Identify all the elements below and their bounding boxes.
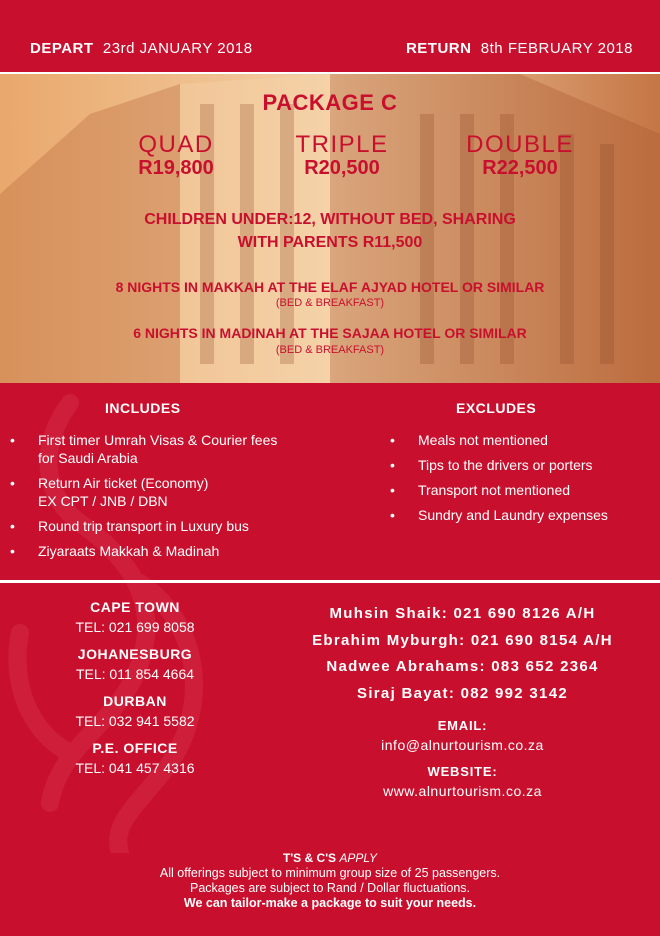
- contact-person: Siraj Bayat: 082 992 3142: [357, 684, 568, 702]
- hotel-photo-banner: [0, 74, 660, 383]
- list-item: • Sundry and Laundry expenses: [390, 506, 660, 524]
- return-label: RETURN: [405, 40, 472, 57]
- contact-person: Nadwee Abrahams: 083 652 2364: [326, 658, 599, 675]
- contact-person: Muhsin Shaik: 021 690 8126 A/H: [329, 605, 596, 622]
- office-list: [40, 599, 230, 787]
- room-price: R19,800: [138, 157, 214, 179]
- contact-block: [270, 601, 655, 799]
- makkah-board-basis: (BED & BREAKFAST): [275, 297, 385, 309]
- terms-title-text: T'S & C'S: [283, 851, 337, 865]
- list-item: • Tips to the drivers or porters: [390, 456, 660, 474]
- includes-list: [10, 431, 340, 567]
- list-item: [10, 474, 340, 510]
- item-line-1: Ziyaraats Makkah & Madinah: [38, 543, 220, 559]
- room-double: [445, 131, 595, 180]
- package-details: [0, 74, 660, 383]
- room-type: TRIPLE: [295, 131, 389, 158]
- section-divider: [0, 580, 660, 583]
- room-triple: [267, 131, 417, 180]
- website-label: WEBSITE:: [427, 764, 498, 779]
- item-line-1: Return Air ticket (Economy): [38, 475, 209, 491]
- return-info: [406, 40, 633, 57]
- terms-line-3: We can tailor-make a package to suit your needs.: [183, 896, 477, 910]
- office-phone: TEL: 032 941 5582: [75, 713, 195, 729]
- office-durban: [40, 693, 230, 729]
- room-type: QUAD: [138, 131, 214, 158]
- office-cape-town: [40, 599, 230, 635]
- room-type: DOUBLE: [466, 131, 574, 158]
- includes-heading: INCLUDES: [105, 400, 181, 416]
- excludes-heading: EXCLUDES: [456, 400, 537, 416]
- room-price: R20,500: [304, 157, 380, 179]
- room-quad: [101, 131, 251, 180]
- terms-title: [0, 851, 660, 866]
- item-line-2: for Saudi Arabia: [38, 450, 138, 466]
- contact-person: Ebrahim Myburgh: 021 690 8154 A/H: [312, 631, 613, 649]
- email-link[interactable]: info@alnurtourism.co.za: [381, 737, 544, 753]
- office-city: CAPE TOWN: [90, 599, 180, 615]
- office-phone: TEL: 011 854 4664: [75, 666, 195, 682]
- list-item: [10, 431, 340, 467]
- package-title: PACKAGE C: [262, 90, 398, 115]
- terms-line-1: All offerings subject to minimum group size of 25 passengers.: [159, 866, 501, 880]
- madinah-stay: 6 NIGHTS IN MADINAH AT THE SAJAA HOTEL OR SIMILAR: [133, 325, 527, 341]
- children-price: [0, 208, 660, 254]
- office-johannesburg: [40, 646, 230, 682]
- terms-apply: APPLY: [339, 851, 377, 865]
- children-line-2: WITH PARENTS R11,500: [237, 234, 423, 251]
- depart-info: [30, 40, 253, 57]
- date-bar: [0, 0, 660, 72]
- office-city: P.E. OFFICE: [92, 740, 178, 756]
- terms-block: [0, 851, 660, 911]
- office-city: JOHANESBURG: [77, 646, 193, 662]
- item-line-1: First timer Umrah Visas & Courier fees: [38, 432, 278, 448]
- list-item: • Meals not mentioned: [390, 431, 660, 449]
- return-date: 8th FEBRUARY 2018: [480, 40, 633, 57]
- list-item: • Transport not mentioned: [390, 481, 660, 499]
- email-label: EMAIL:: [437, 718, 488, 733]
- madinah-board-basis: (BED & BREAKFAST): [275, 344, 385, 356]
- room-price: R22,500: [482, 157, 558, 179]
- depart-label: DEPART: [30, 40, 94, 57]
- item-line-1: Round trip transport in Luxury bus: [38, 518, 249, 534]
- makkah-stay: 8 NIGHTS IN MAKKAH AT THE ELAF AJYAD HOTEL OR SIMILAR: [115, 279, 545, 295]
- children-line-1: CHILDREN UNDER:12, WITHOUT BED, SHARING: [144, 211, 516, 228]
- depart-date: 23rd JANUARY 2018: [102, 40, 253, 57]
- list-item: [10, 542, 340, 560]
- terms-line-2: Packages are subject to Rand / Dollar fluctuations.: [189, 881, 470, 895]
- office-pe: [40, 740, 230, 776]
- website-link[interactable]: www.alnurtourism.co.za: [383, 783, 542, 799]
- excludes-list: [390, 431, 660, 531]
- office-phone: TEL: 021 699 8058: [75, 619, 195, 635]
- list-item: [10, 517, 340, 535]
- office-city: DURBAN: [103, 693, 167, 709]
- item-line-2: EX CPT / JNB / DBN: [38, 493, 168, 509]
- office-phone: TEL: 041 457 4316: [75, 760, 195, 776]
